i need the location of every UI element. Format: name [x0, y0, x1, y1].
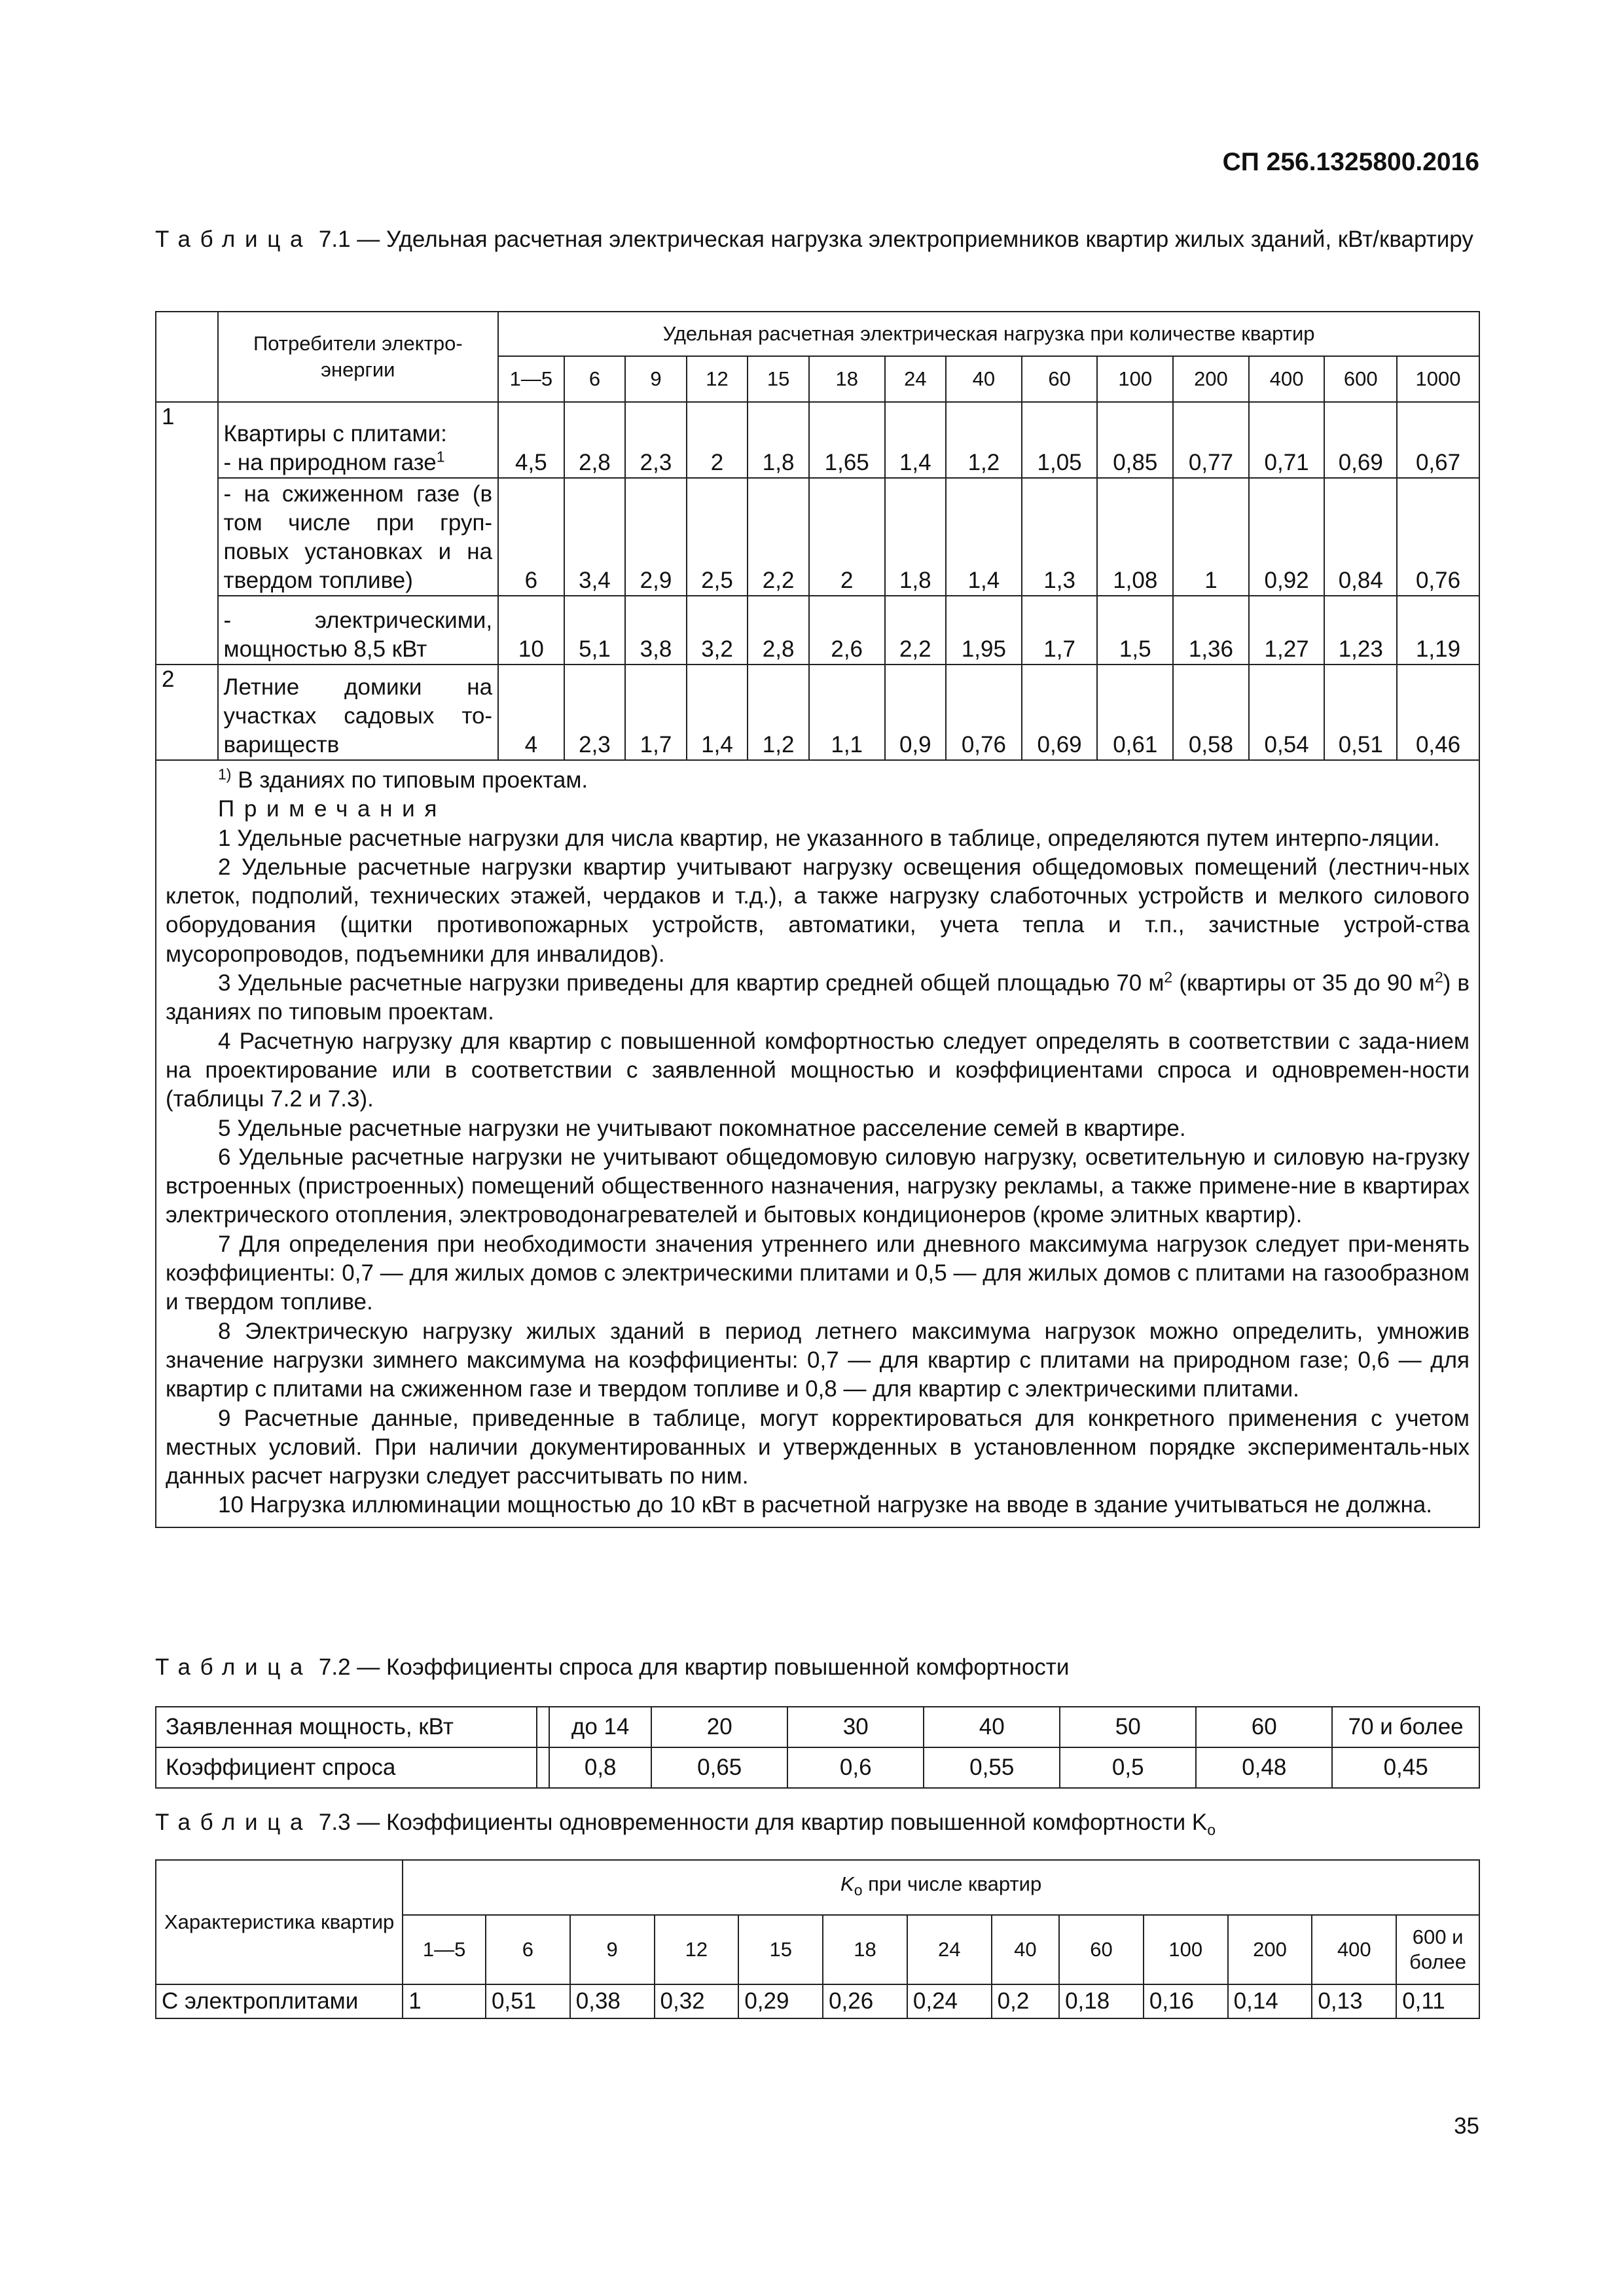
t1-value-cell: 0,9	[885, 665, 947, 760]
t3-value-cell: 0,16	[1144, 1984, 1228, 2018]
t1-value-cell: 1,2	[946, 402, 1022, 478]
t3-char-header: Характеристика квартир	[156, 1860, 403, 1984]
t2-power-cell: 40	[924, 1707, 1060, 1747]
t1-value-cell: 2	[687, 402, 748, 478]
t2-coef-cell: 0,6	[787, 1747, 924, 1788]
t1-value-cell: 0,58	[1173, 665, 1249, 760]
note-item: 8 Электрическую нагрузку жилых зданий в период летнего максимума нагрузок можно определить, умножив значение нагрузки зимнего максимума на коэффициенты: 0,7 — для квартир с плитами на природном газе; 0,6 — для квартир с плитами на сжиженном газе и твердом топливе и 0,8 — для квартир с электрическими плитами.	[166, 1318, 1470, 1402]
t2-spacer	[537, 1747, 549, 1788]
t1-value-cell: 1,7	[625, 665, 687, 760]
note-item: 4 Расчетную нагрузку для квартир с повышенной комфортностью следует определять в соответствии с зада-нием на проектирование или в соответствии с заявленной мощностью и коэффициентами спроса и одновремен-ности (таблицы 7.2 и 7.3).	[166, 1028, 1470, 1112]
t1-row-label: - на сжиженном газе (в том числе при груп-повых установках и на твердом топливе)	[218, 478, 499, 596]
t2-power-cell: 50	[1060, 1707, 1196, 1747]
t1-column-header: 200	[1173, 356, 1249, 402]
table3-caption: Таблица 7.3 — Коэффициенты одновременности для квартир повышенной комфортности $K_о$	[155, 1810, 1216, 1838]
t2-spacer	[537, 1707, 549, 1747]
table-7-2	[155, 1706, 1480, 1789]
t1-value-cell: 3,4	[564, 478, 626, 596]
t3-column-header: 60	[1059, 1915, 1144, 1984]
t2-power-cell: до 14	[549, 1707, 651, 1747]
t2-coef-cell: 0,48	[1196, 1747, 1332, 1788]
t3-value-cell: 0,11	[1396, 1984, 1479, 2018]
t1-value-cell: 1,4	[946, 478, 1022, 596]
t3-value-cell: 0,32	[655, 1984, 739, 2018]
t1-value-cell: 2,8	[748, 596, 809, 665]
t1-value-cell: 4	[498, 665, 564, 760]
t1-row-index: 2	[156, 665, 218, 760]
t3-value-cell: 0,51	[486, 1984, 570, 2018]
t1-value-cell: 2,6	[809, 596, 885, 665]
t1-row-label: Летние домики на участках садовых то-вариществ	[218, 665, 499, 760]
table-row	[156, 596, 1479, 665]
t1-value-cell: 1,2	[748, 665, 809, 760]
t3-value-cell: 0,38	[570, 1984, 655, 2018]
t1-row-label: Квартиры с плитами: - на природном газе$^1$	[218, 402, 499, 478]
note-item: 3 Удельные расчетные нагрузки приведены для квартир средней общей площадью 70 $м^2$ (квартиры от 35 до 90 $м^2$) в зданиях по типовым проектам.	[166, 968, 1470, 1025]
t1-value-cell: 2,9	[625, 478, 687, 596]
table-row	[156, 665, 1479, 760]
t1-column-header: 12	[687, 356, 748, 402]
t3-column-header: 400	[1312, 1915, 1396, 1984]
t1-column-header: 60	[1022, 356, 1098, 402]
t3-value-cell: 0,18	[1059, 1984, 1144, 2018]
t1-value-cell: 0,46	[1397, 665, 1479, 760]
t1-value-cell: 2,2	[748, 478, 809, 596]
t1-value-cell: 2,3	[564, 665, 626, 760]
t1-value-cell: 1,7	[1022, 596, 1098, 665]
t3-value-cell: 0,24	[907, 1984, 992, 2018]
table-row	[156, 1707, 1479, 1747]
note-item: 6 Удельные расчетные нагрузки не учитывают общедомовую силовую нагрузку, осветительную и силовую на-грузку встроенных (пристроенных) помещений общественного назначения, нагрузку рекламы, а также примене-ние в квартирах электрического отопления, электроводонагревателей и бытовых кондиционеров (кроме элитных квартир).	[166, 1144, 1470, 1228]
t2-row-label: Заявленная мощность, кВт	[156, 1707, 537, 1747]
t1-value-cell: 0,69	[1324, 402, 1397, 478]
t3-value-cell: 0,2	[992, 1984, 1059, 2018]
t1-idx-header	[156, 312, 218, 402]
t1-value-cell: 0,67	[1397, 402, 1479, 478]
t2-power-cell: 70 и более	[1332, 1707, 1479, 1747]
t2-row-label: Коэффициент спроса	[156, 1747, 537, 1788]
t1-column-header: 40	[946, 356, 1022, 402]
t1-value-cell: 2,8	[564, 402, 626, 478]
t1-value-cell: 1,5	[1097, 596, 1173, 665]
t2-power-cell: 30	[787, 1707, 924, 1747]
t3-column-header: 6	[486, 1915, 570, 1984]
note-item: 10 Нагрузка иллюминации мощностью до 10 кВт в расчетной нагрузке на вводе в здание учитываться не должна.	[218, 1492, 1432, 1518]
t3-k-header: $K_о$ при числе квартир	[403, 1860, 1479, 1915]
t2-coef-cell: 0,65	[651, 1747, 787, 1788]
t3-value-cell: 0,14	[1228, 1984, 1312, 2018]
t1-load-header: Удельная расчетная электрическая нагрузка при количестве квартир	[498, 312, 1479, 356]
t1-value-cell: 1,05	[1022, 402, 1098, 478]
t1-value-cell: 1,4	[687, 665, 748, 760]
t1-value-cell: 1,1	[809, 665, 885, 760]
t1-value-cell: 0,76	[946, 665, 1022, 760]
document-number: СП 256.1325800.2016	[1222, 148, 1479, 176]
note-item: 5 Удельные расчетные нагрузки не учитывают покомнатное расселение семей в квартире.	[218, 1115, 1186, 1141]
note-item: 7 Для определения при необходимости значения утреннего или дневного максимума нагрузок следует при-менять коэффициенты: 0,7 — для жилых домов с электрическими плитами и 0,5 — для жилых домов с плитами на газообразном и твердом топливе.	[166, 1231, 1470, 1315]
table-7-1	[155, 311, 1480, 1528]
t1-value-cell: 2,3	[625, 402, 687, 478]
t1-value-cell: 10	[498, 596, 564, 665]
t1-value-cell: 4,5	[498, 402, 564, 478]
t3-column-header: 15	[738, 1915, 823, 1984]
t1-value-cell: 1,8	[748, 402, 809, 478]
t1-column-header: 9	[625, 356, 687, 402]
t1-value-cell: 1,19	[1397, 596, 1479, 665]
t1-value-cell: 0,51	[1324, 665, 1397, 760]
t2-coef-cell: 0,8	[549, 1747, 651, 1788]
table1-caption: Таблица 7.1 — Удельная расчетная электрическая нагрузка электроприемников квартир жилых зданий, кВт/квартиру	[155, 227, 1473, 252]
t1-consumers-header: Потребители электро-энергии	[218, 312, 499, 402]
t1-column-header: 600	[1324, 356, 1397, 402]
t1-value-cell: 1,27	[1249, 596, 1325, 665]
t1-value-cell: 2	[809, 478, 885, 596]
t3-column-header: 12	[655, 1915, 739, 1984]
t3-value-cell: 0,29	[738, 1984, 823, 2018]
t1-value-cell: 0,76	[1397, 478, 1479, 596]
t1-value-cell: 1,3	[1022, 478, 1098, 596]
t1-value-cell: 1,4	[885, 402, 947, 478]
t1-value-cell: 1,23	[1324, 596, 1397, 665]
t1-value-cell: 0,61	[1097, 665, 1173, 760]
t1-row-label: - электрическими, мощностью 8,5 кВт	[218, 596, 499, 665]
t3-column-header: 24	[907, 1915, 992, 1984]
table-row	[156, 478, 1479, 596]
t2-power-cell: 20	[651, 1707, 787, 1747]
t1-value-cell: 0,84	[1324, 478, 1397, 596]
t1-notes: $^{1)}$ В зданиях по типовым проектам. Примечания 1 Удельные расчетные нагрузки для числа квартир, не указанного в таблице, определяются путем интерпо-ляции. 2 Удельные расчетные нагрузки квартир учитывают нагрузку освещения общедомовых помещений (лестнич-ных клеток, подполий, технических этажей, чердаков и т.д.), а также нагрузку слаботочных устройств и мелкого силового оборудования (щитки противопожарных устройств, автоматики, учета тепла и т.п., зачистные устрой-ства мусоропроводов, подъемники для инвалидов). 3 Удельные расчетные нагрузки приведены для квартир средней общей площадью 70 $м^2$ (квартиры от 35 до 90 $м^2$) в зданиях по типовым проектам. 4 Расчетную нагрузку для квартир с повышенной комфортностью следует определять в соответствии с зада-нием на проектирование или в соответствии с заявленной мощностью и коэффициентами спроса и одновремен-ности (таблицы 7.2 и 7.3). 5 Удельные расчетные нагрузки не учитывают покомнатное расселение семей в квартире. 6 Удельные расчетные нагрузки не учитывают общедомовую силовую нагрузку, осветительную и силовую на-грузку встроенных (пристроенных) помещений общественного назначения, нагрузку рекламы, а также примене-ние в квартирах электрического отопления, электроводонагревателей и бытовых кондиционеров (кроме элитных квартир). 7 Для определения при необходимости значения утреннего или дневного максимума нагрузок следует при-менять коэффициенты: 0,7 — для жилых домов с электрическими плитами и 0,5 — для жилых домов с плитами на газообразном и твердом топливе. 8 Электрическую нагрузку жилых зданий в период летнего максимума нагрузок можно определить, умножив значение нагрузки зимнего максимума на коэффициенты: 0,7 — для квартир с плитами на природном газе; 0,6 — для квартир с плитами на сжиженном газе и твердом топливе и 0,8 — для квартир с электрическими плитами. 9 Расчетные данные, приведенные в таблице, могут корректироваться для конкретного применения с учетом местных условий. При наличии документированных и утвержденных в установленном порядке эксперименталь-ных данных расчет нагрузки следует рассчитывать по ним. 10 Нагрузка иллюминации мощностью до 10 кВт в расчетной нагрузке на вводе в здание учитываться не должна.	[156, 760, 1479, 1527]
t3-value-cell: 0,26	[823, 1984, 907, 2018]
t1-row-index: 1	[156, 402, 218, 665]
notes-title: Примечания	[218, 796, 447, 822]
t1-value-cell: 0,54	[1249, 665, 1325, 760]
table-row	[156, 1984, 1479, 2018]
note-item: 9 Расчетные данные, приведенные в таблице, могут корректироваться для конкретного применения с учетом местных условий. При наличии документированных и утвержденных в установленном порядке эксперименталь-ных данных расчет нагрузки следует рассчитывать по ним.	[166, 1405, 1470, 1489]
t2-coef-cell: 0,55	[924, 1747, 1060, 1788]
t1-column-header: 400	[1249, 356, 1325, 402]
t1-value-cell: 3,2	[687, 596, 748, 665]
t1-value-cell: 3,8	[625, 596, 687, 665]
t3-column-header: 600 и более	[1396, 1915, 1479, 1984]
t1-column-header: 1—5	[498, 356, 564, 402]
table2-caption: Таблица 7.2 — Коэффициенты спроса для квартир повышенной комфортности	[155, 1654, 1070, 1680]
page-number: 35	[1454, 2113, 1479, 2139]
t1-column-header: 24	[885, 356, 947, 402]
t1-value-cell: 0,92	[1249, 478, 1325, 596]
table-row	[156, 402, 1479, 478]
t1-value-cell: 0,71	[1249, 402, 1325, 478]
t2-coef-cell: 0,45	[1332, 1747, 1479, 1788]
t3-value-cell: 1	[403, 1984, 486, 2018]
t2-coef-cell: 0,5	[1060, 1747, 1196, 1788]
t1-value-cell: 1,08	[1097, 478, 1173, 596]
t3-column-header: 9	[570, 1915, 655, 1984]
t3-value-cell: 0,13	[1312, 1984, 1396, 2018]
t3-column-header: 200	[1228, 1915, 1312, 1984]
t1-value-cell: 1	[1173, 478, 1249, 596]
t3-column-header: 18	[823, 1915, 907, 1984]
t1-value-cell: 1,95	[946, 596, 1022, 665]
t2-power-cell: 60	[1196, 1707, 1332, 1747]
t1-column-header: 100	[1097, 356, 1173, 402]
t1-value-cell: 0,77	[1173, 402, 1249, 478]
t3-row-label: С электроплитами	[156, 1984, 403, 2018]
note-item: 2 Удельные расчетные нагрузки квартир учитывают нагрузку освещения общедомовых помещений (лестнич-ных клеток, подполий, технических этажей, чердаков и т.д.), а также нагрузку слаботочных устройств и мелкого силового оборудования (щитки противопожарных устройств, автоматики, учета тепла и т.п., зачистные устрой-ства мусоропроводов, подъемники для инвалидов).	[166, 854, 1470, 967]
t1-column-header: 18	[809, 356, 885, 402]
t1-value-cell: 2,2	[885, 596, 947, 665]
t1-value-cell: 5,1	[564, 596, 626, 665]
table-7-3	[155, 1859, 1480, 2019]
t1-column-header: 15	[748, 356, 809, 402]
t3-column-header: 40	[992, 1915, 1059, 1984]
t3-column-header: 100	[1144, 1915, 1228, 1984]
t1-column-header: 1000	[1397, 356, 1479, 402]
t1-value-cell: 0,69	[1022, 665, 1098, 760]
t3-column-header: 1—5	[403, 1915, 486, 1984]
t1-value-cell: 0,85	[1097, 402, 1173, 478]
table-row	[156, 1747, 1479, 1788]
t1-value-cell: 2,5	[687, 478, 748, 596]
t1-value-cell: 1,8	[885, 478, 947, 596]
t1-value-cell: 1,65	[809, 402, 885, 478]
t1-column-header: 6	[564, 356, 626, 402]
t1-value-cell: 6	[498, 478, 564, 596]
t1-value-cell: 1,36	[1173, 596, 1249, 665]
note-item: 1 Удельные расчетные нагрузки для числа квартир, не указанного в таблице, определяются путем интерпо-ляции.	[218, 825, 1440, 851]
